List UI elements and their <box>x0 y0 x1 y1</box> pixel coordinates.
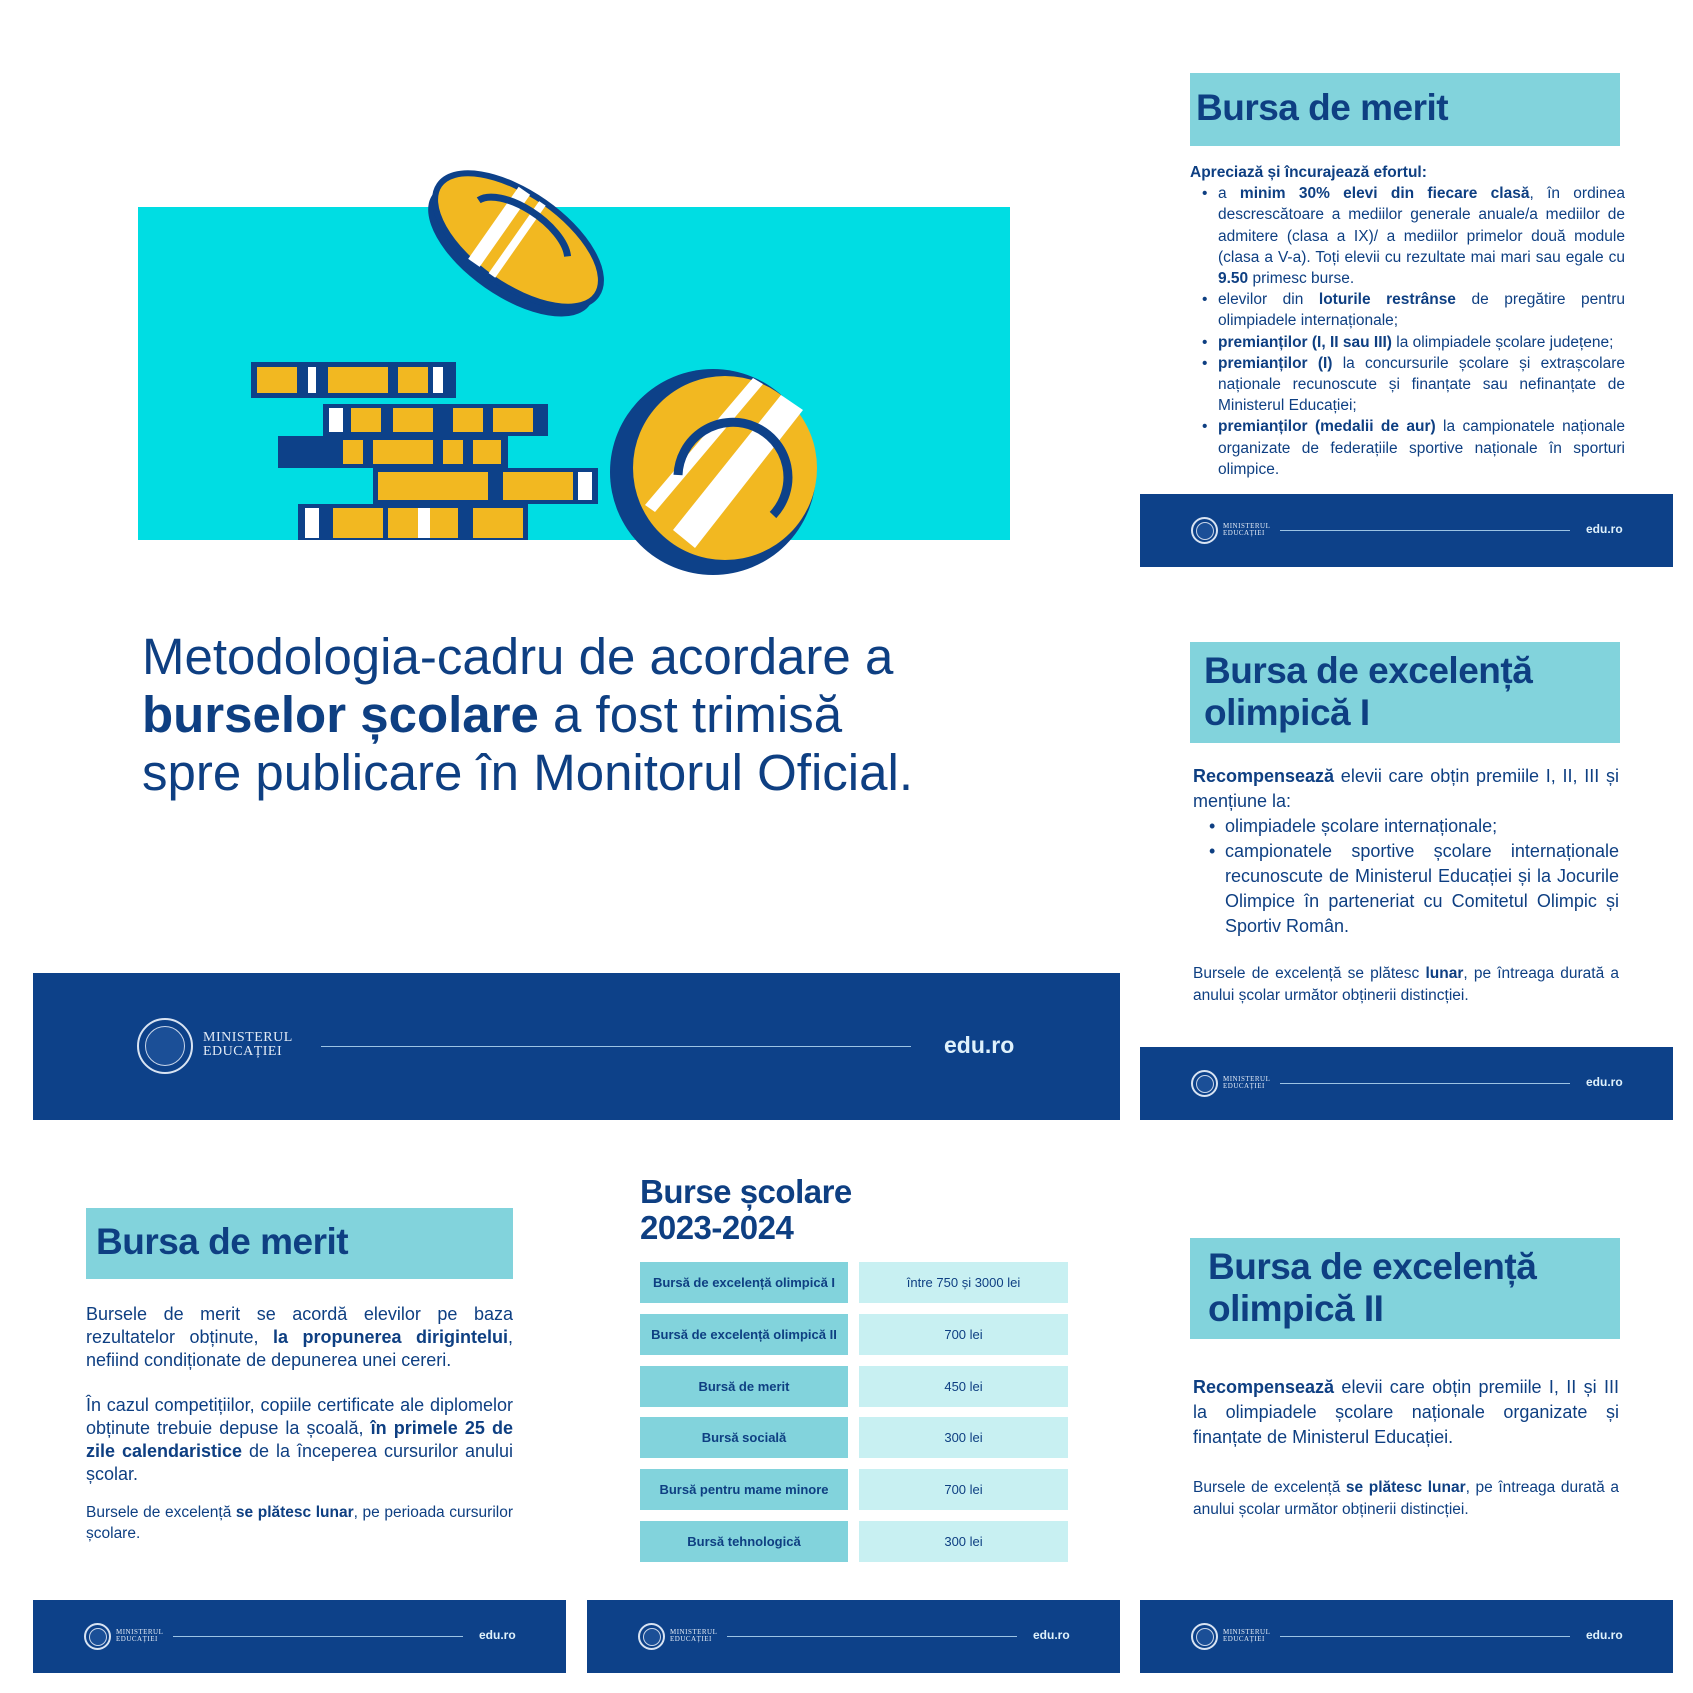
merit-top-slide <box>1140 55 1673 567</box>
olimpica2-slide <box>1140 1160 1673 1673</box>
footer-url[interactable]: edu.ro <box>1586 1628 1623 1642</box>
merit-top-item: • a minim 30% elevi din fiecare clasă, în ordinea descrescătoare a mediilor generale anuale/a mediilor de admitere (clasa a IX)/ a mediilor primelor două module (clasa a V-a). Toți elevii cu rezultate mai mari sau egale cu 9.50 primesc burse. <box>1218 183 1625 289</box>
merit-top-body <box>1190 162 1625 480</box>
olimpica1-note: Bursele de excelență se plătesc lunar, pe întreaga durată a anului școlar următor obținerii distincției. <box>1193 965 1620 1004</box>
table-row <box>640 1366 1068 1407</box>
footer-rule <box>1280 1083 1570 1084</box>
big-coin-illustration <box>610 369 817 575</box>
coin-illustration <box>33 0 1120 600</box>
bursa-type-cell: Bursă de excelență olimpică I <box>640 1262 848 1303</box>
olimpica1-intro: Recompensează elevii care obțin premiile I, II, III și mențiune la: <box>1193 766 1619 811</box>
merit-bottom-title: Bursa de merit <box>86 1208 513 1279</box>
merit-bottom-p2: În cazul competițiilor, copiile certificate ale diplomelor obținute trebuie depuse la școală, în primele 25 de zile calendaristice de la începerea cursurilor anului școlar. <box>86 1395 513 1484</box>
footer-rule <box>1280 530 1570 531</box>
merit-bottom-footer <box>33 1600 566 1673</box>
burse-table-slide <box>587 1160 1120 1673</box>
merit-top-item: • elevilor din loturile restrânse de pregătire pentru olimpiadele internaționale; <box>1218 289 1625 331</box>
merit-bottom-body <box>86 1303 513 1544</box>
government-seal-icon <box>1191 1623 1218 1650</box>
table-title: Burse școlare 2023-2024 <box>640 1173 852 1246</box>
merit-top-item: • premianților (I, II sau III) la olimpiadele școlare județene; <box>1218 332 1625 353</box>
bursa-type-cell: Bursă socială <box>640 1417 848 1458</box>
bursa-amount-cell: 700 lei <box>859 1469 1068 1510</box>
olimpica1-item: • campionatele sportive școlare internaționale recunoscute de Ministerul Educației și la Jocurile Olimpice în parteneriat cu Comitetul Olimpic și Sportiv Român. <box>1225 839 1619 939</box>
ministry-name: MINISTERUL EDUCAȚIEI <box>116 1628 164 1643</box>
olimpica1-body <box>1193 764 1619 939</box>
olimpica1-title: Bursa de excelență olimpică I <box>1190 642 1620 743</box>
bursa-amount-cell: 700 lei <box>859 1314 1068 1355</box>
ministry-name: MINISTERUL EDUCAȚIEI <box>1223 522 1271 537</box>
footer-rule <box>173 1636 463 1637</box>
olimpica1-list <box>1193 814 1619 939</box>
ministry-name: MINISTERUL EDUCAȚIEI <box>1223 1075 1271 1090</box>
olimpica2-body: Recompensează elevii care obțin premiile I, II și III la olimpiadele școlare naționale organizate și finanțate de Ministerul Educației. <box>1193 1377 1619 1447</box>
ministry-name: MINISTERUL EDUCAȚIEI <box>203 1030 293 1059</box>
government-seal-icon <box>1191 1070 1218 1097</box>
headline <box>142 628 1042 802</box>
headline-line2-rest: a fost trimisă <box>538 686 843 743</box>
table-row <box>640 1314 1068 1355</box>
headline-line3: spre publicare în Monitorul Oficial. <box>142 744 914 801</box>
table-row <box>640 1469 1068 1510</box>
olimpica2-title: Bursa de excelență olimpică II <box>1190 1238 1620 1339</box>
headline-bold: burselor școlare <box>142 686 539 743</box>
bursa-type-cell: Bursă tehnologică <box>640 1521 848 1562</box>
footer-url[interactable]: edu.ro <box>1586 1075 1623 1089</box>
ministry-name: MINISTERUL EDUCAȚIEI <box>670 1628 718 1643</box>
table-footer <box>587 1600 1120 1673</box>
burse-table <box>640 1262 1068 1562</box>
footer-url[interactable]: edu.ro <box>944 1032 1015 1058</box>
olimpica2-note: Bursele de excelență se plătesc lunar, pe întreaga durată a anului școlar următor obținerii distincției. <box>1193 1479 1619 1518</box>
merit-top-intro: Apreciază și încurajează efortul: <box>1190 164 1427 181</box>
ministry-name: MINISTERUL EDUCAȚIEI <box>1223 1628 1271 1643</box>
olimpica1-item: • olimpiadele școlare internaționale; <box>1225 814 1619 839</box>
main-footer <box>33 973 1120 1120</box>
bursa-amount-cell: 300 lei <box>859 1521 1068 1562</box>
table-row <box>640 1417 1068 1458</box>
government-seal-icon <box>1191 517 1218 544</box>
olimpica1-footer <box>1140 1047 1673 1120</box>
merit-bottom-slide <box>33 1160 566 1673</box>
headline-line2 <box>142 686 1042 744</box>
bursa-amount-cell: 450 lei <box>859 1366 1068 1407</box>
footer-url[interactable]: edu.ro <box>1033 1628 1070 1642</box>
bursa-type-cell: Bursă de excelență olimpică II <box>640 1314 848 1355</box>
merit-top-footer <box>1140 494 1673 567</box>
merit-top-item: • premianților (medalii de aur) la campionatele naționale organizate de federațiile sportive naționale în sporturi olimpice. <box>1218 416 1625 480</box>
merit-top-title: Bursa de merit <box>1190 73 1620 146</box>
bursa-amount-cell: între 750 și 3000 lei <box>859 1262 1068 1303</box>
main-slide <box>33 0 1120 1120</box>
footer-rule <box>321 1046 911 1047</box>
footer-url[interactable]: edu.ro <box>479 1628 516 1642</box>
government-seal-icon <box>638 1623 665 1650</box>
headline-line1: Metodologia-cadru de acordare a <box>142 628 894 685</box>
merit-bottom-p1: Bursele de merit se acordă elevilor pe baza rezultatelor obținute, la propunerea dirigintelui, nefiind condiționate de depunerea unei cereri. <box>86 1304 513 1370</box>
bursa-type-cell: Bursă de merit <box>640 1366 848 1407</box>
olimpica2-footer <box>1140 1600 1673 1673</box>
merit-top-item: • premianților (I) la concursurile școlare și extrașcolare naționale recunoscute și finanțate sau nefinanțate de Ministerul Educației; <box>1218 353 1625 417</box>
olimpica1-slide <box>1140 621 1673 1120</box>
footer-rule <box>1280 1636 1570 1637</box>
footer-url[interactable]: edu.ro <box>1586 522 1623 536</box>
table-row <box>640 1521 1068 1562</box>
bursa-amount-cell: 300 lei <box>859 1417 1068 1458</box>
table-row <box>640 1262 1068 1303</box>
bursa-type-cell: Bursă pentru mame minore <box>640 1469 848 1510</box>
government-seal-icon <box>137 1018 193 1074</box>
footer-rule <box>727 1636 1017 1637</box>
merit-top-list <box>1190 183 1625 480</box>
government-seal-icon <box>84 1623 111 1650</box>
merit-bottom-p3: Bursele de excelență se plătesc lunar, pe perioada cursurilor școlare. <box>86 1504 513 1542</box>
